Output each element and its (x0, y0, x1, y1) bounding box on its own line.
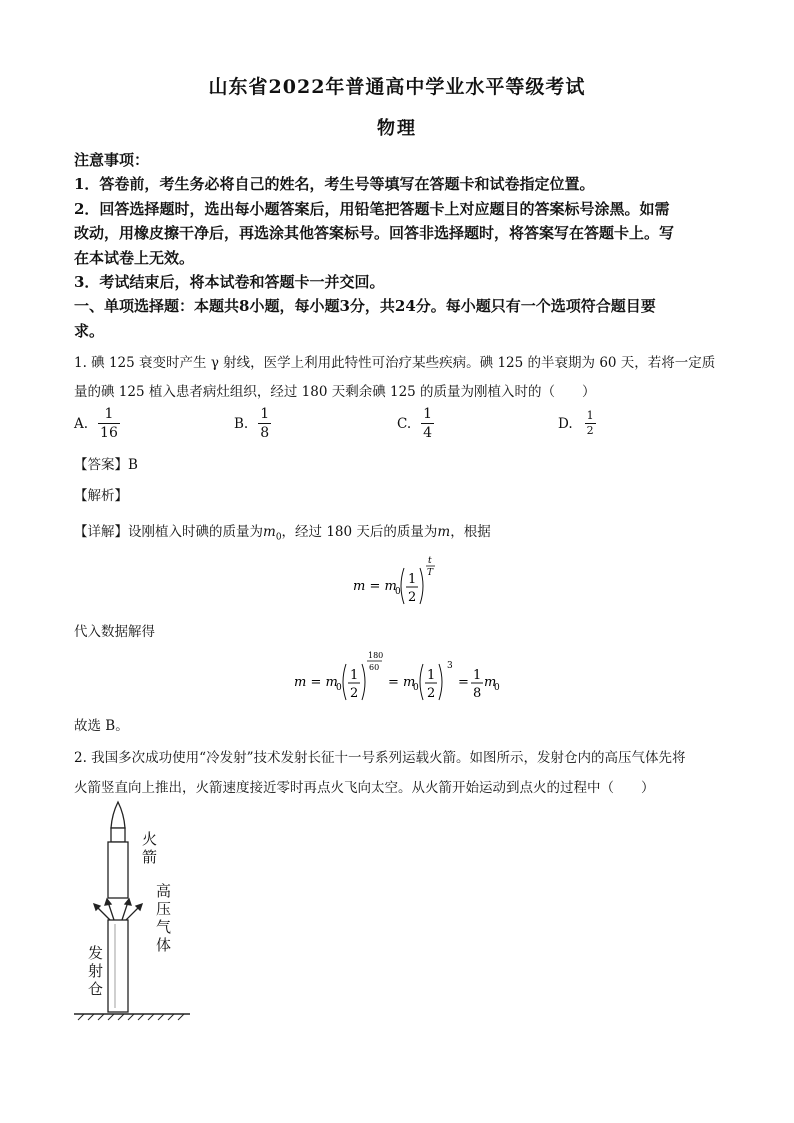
formula-solution (290, 646, 520, 706)
right-paren (362, 664, 365, 700)
option-fraction (421, 406, 434, 441)
notice-item-2-line-1: 2．回答选择题时，选出每小题答案后，用铅笔把答题卡上对应题目的答案标号涂黑。如需 (74, 199, 670, 218)
q2-stem-line-2: 火箭竖直向上推出，火箭速度接近零时再点火飞向太空。从火箭开始运动到点火的过程中（ ） (74, 780, 655, 796)
option-fraction (585, 410, 596, 437)
exp-cube: 3 (447, 661, 453, 671)
formula-lhs: m = m (353, 579, 397, 594)
detail-text-end: ，根据 (450, 524, 491, 540)
right-paren-2 (439, 664, 442, 700)
exp2-den: 60 (369, 663, 380, 672)
q2-stem-line-1: 2. 我国多次成功使用“冷发射”技术发射长征十一号系列运载火箭。如图所示，发射仓内的高压气体先将 (74, 750, 686, 766)
result-m: m (484, 675, 497, 690)
frac-den: 2 (586, 424, 594, 437)
option-letter: C. (397, 415, 412, 432)
formula2-num: 1 (350, 668, 359, 683)
formula2-sub2: 0 (413, 683, 419, 693)
frac-num: 1 (586, 409, 594, 422)
formula2-lhs: m = m (294, 675, 338, 690)
formula-decay (340, 550, 460, 610)
formula2-den: 2 (350, 686, 359, 701)
formula2-num2: 1 (427, 668, 436, 683)
q1-stem-line-2: 量的碘 125 植入患者病灶组织，经过 180 天剩余碘 125 的质量为刚植入时的（ ） (74, 384, 596, 400)
frac-den: 4 (423, 425, 433, 441)
left-paren (401, 568, 404, 604)
option-fraction (258, 406, 271, 441)
frac-den: 16 (100, 425, 118, 441)
notice-block (74, 148, 724, 343)
rocket-icon (108, 802, 128, 898)
formula-sub: 0 (395, 587, 401, 597)
q1-answer: 【答案】B (74, 457, 138, 473)
section-heading-line-1: 一、单项选择题：本题共8小题，每小题3分，共24分。每小题只有一个选项符合题目要 (74, 297, 656, 316)
exp2-num: 180 (368, 651, 384, 660)
option-letter: A. (74, 415, 89, 432)
ground-icon (74, 1014, 190, 1020)
result-den: 8 (473, 686, 482, 701)
frac-num: 1 (260, 406, 270, 422)
symbol-m0: m (263, 524, 276, 540)
launch-silo-icon (108, 920, 128, 1012)
formula2-mid: = m (388, 675, 416, 690)
frac-den: 8 (260, 425, 270, 441)
silo-label: 发射仓 (88, 944, 104, 998)
frac-num: 1 (104, 406, 114, 422)
detail-text-mid: ，经过 180 天后的质量为 (281, 524, 438, 540)
formula2-sub: 0 (336, 683, 342, 693)
q1-stem (74, 349, 724, 407)
result-num: 1 (473, 668, 482, 683)
gas-arrows-icon (94, 899, 142, 920)
q1-stem-line-1: 1. 碘 125 衰变时产生 γ 射线，医学上利用此特性可治疗某些疾病。碘 125 的半衰期为 60 天，若将一定质 (74, 355, 716, 371)
q2-stem (74, 743, 724, 803)
rocket-label: 火箭 (142, 830, 158, 866)
q1-option-a (74, 406, 120, 441)
option-letter: B. (234, 415, 249, 432)
q1-option-d (558, 410, 596, 437)
notice-item-1: 1．答卷前，考生务必将自己的姓名，考生号等填写在答题卡和试卷指定位置。 (74, 175, 595, 194)
notice-item-2-line-3: 在本试卷上无效。 (74, 248, 195, 267)
option-fraction (98, 406, 120, 441)
q1-detail (74, 520, 491, 543)
exam-subject: 物理 (377, 118, 417, 139)
formula2-eq: = (458, 675, 469, 690)
q1-analysis-label: 【解析】 (74, 488, 128, 504)
exp-den: T (427, 568, 434, 578)
notice-item-3: 3．考试结束后，将本试卷和答题卡一并交回。 (74, 273, 385, 292)
frac-num: 1 (423, 406, 433, 422)
formula-den: 2 (408, 590, 417, 605)
section-heading-line-2: 求。 (74, 321, 105, 340)
detail-text: 【详解】设刚植入时碘的质量为 (74, 524, 263, 540)
subscript-0: 0 (275, 532, 282, 543)
formula-num: 1 (408, 572, 417, 587)
formula2-den2: 2 (427, 686, 436, 701)
q1-option-b (234, 406, 271, 441)
q1-option-c (397, 406, 434, 441)
option-letter: D. (558, 415, 573, 432)
result-sub: 0 (494, 683, 500, 693)
left-paren (343, 664, 346, 700)
notice-heading: 注意事项： (74, 151, 150, 169)
notice-item-2-line-2: 改动，用橡皮擦干净后，再选涂其他答案标号。回答非选择题时，将答案写在答题卡上。写 (74, 224, 675, 243)
gas-label: 高压气体 (156, 882, 172, 954)
right-paren (420, 568, 423, 604)
left-paren-2 (420, 664, 423, 700)
q1-substitute: 代入数据解得 (74, 624, 155, 640)
q1-conclusion: 故选 B。 (74, 718, 129, 734)
symbol-m: m (437, 524, 451, 540)
exam-title: 山东省2022年普通高中学业水平等级考试 (208, 76, 586, 98)
exp-num: t (428, 556, 432, 566)
